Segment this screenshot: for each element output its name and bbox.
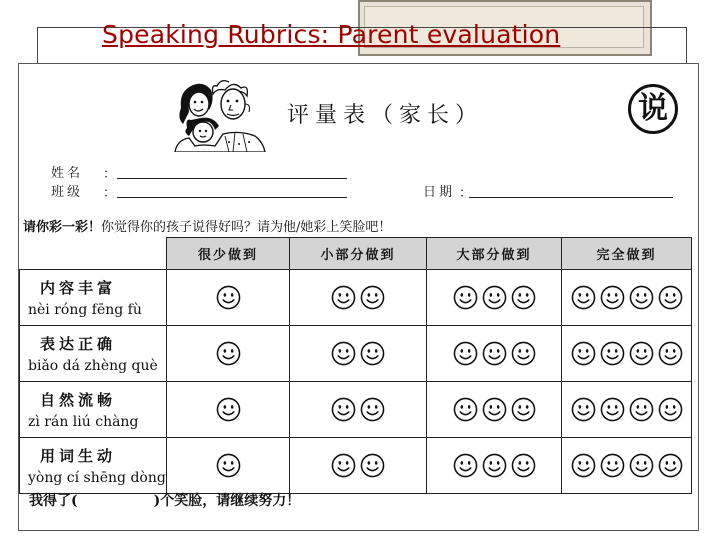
instruction-rest: 你觉得你的孩子说得好吗？请为他/她彩上笑脸吧！ bbox=[101, 220, 392, 235]
table-row bbox=[20, 438, 692, 494]
column-header: 大部分做到 bbox=[427, 238, 562, 270]
rating-cell[interactable] bbox=[427, 270, 562, 326]
column-header: 完全做到 bbox=[562, 238, 692, 270]
rubric-header-row bbox=[20, 238, 692, 270]
criterion-pinyin: yòng cí shēng dòng bbox=[28, 470, 166, 486]
smiley-face-icon[interactable] bbox=[453, 285, 478, 310]
rubric-table bbox=[19, 237, 692, 494]
rating-cell[interactable] bbox=[427, 438, 562, 494]
smiley-face-icon[interactable] bbox=[482, 453, 507, 478]
smiley-face-icon[interactable] bbox=[571, 453, 596, 478]
smiley-face-icon[interactable] bbox=[658, 453, 683, 478]
criterion-pinyin: biǎo dá zhèng què bbox=[28, 358, 158, 374]
smiley-face-icon[interactable] bbox=[216, 341, 241, 366]
table-row bbox=[20, 270, 692, 326]
smiley-face-icon[interactable] bbox=[658, 285, 683, 310]
instruction-text bbox=[23, 216, 391, 235]
rating-cell[interactable] bbox=[562, 382, 692, 438]
smiley-face-icon[interactable] bbox=[453, 397, 478, 422]
rating-cell[interactable] bbox=[427, 382, 562, 438]
table-row bbox=[20, 326, 692, 382]
smiley-face-icon[interactable] bbox=[511, 341, 536, 366]
smiley-face-icon[interactable] bbox=[511, 397, 536, 422]
name-colon: ： bbox=[103, 167, 117, 182]
smiley-face-icon[interactable] bbox=[600, 453, 625, 478]
form-title: 评量表（家长） bbox=[287, 103, 484, 128]
smiley-face-icon[interactable] bbox=[216, 397, 241, 422]
speaking-badge-icon: 说 bbox=[628, 84, 678, 134]
date-label: 日期 bbox=[423, 185, 456, 200]
criterion-name: 用词生动 bbox=[40, 447, 117, 465]
smiley-face-icon[interactable] bbox=[600, 285, 625, 310]
rating-cell[interactable] bbox=[167, 382, 290, 438]
footer-after: )个笑脸，请继续努力！ bbox=[153, 493, 301, 509]
table-row bbox=[20, 382, 692, 438]
smiley-face-icon[interactable] bbox=[658, 341, 683, 366]
criterion-cell bbox=[20, 270, 167, 326]
rating-cell[interactable] bbox=[290, 326, 427, 382]
smiley-face-icon[interactable] bbox=[331, 341, 356, 366]
name-label: 姓名 bbox=[51, 166, 84, 181]
smiley-face-icon[interactable] bbox=[482, 397, 507, 422]
rating-cell[interactable] bbox=[167, 438, 290, 494]
rating-cell[interactable] bbox=[427, 326, 562, 382]
smiley-face-icon[interactable] bbox=[216, 453, 241, 478]
criterion-pinyin: zì rán liú chàng bbox=[28, 414, 139, 430]
rating-cell[interactable] bbox=[562, 438, 692, 494]
rating-cell[interactable] bbox=[290, 438, 427, 494]
name-field[interactable] bbox=[117, 178, 347, 179]
smiley-face-icon[interactable] bbox=[482, 341, 507, 366]
footer-text bbox=[29, 490, 300, 510]
smiley-face-icon[interactable] bbox=[629, 341, 654, 366]
smiley-face-icon[interactable] bbox=[571, 397, 596, 422]
rating-cell[interactable] bbox=[290, 382, 427, 438]
smiley-face-icon[interactable] bbox=[629, 453, 654, 478]
smiley-face-icon[interactable] bbox=[629, 285, 654, 310]
corner-cell bbox=[20, 238, 167, 270]
criterion-cell bbox=[20, 326, 167, 382]
smiley-face-icon[interactable] bbox=[571, 341, 596, 366]
smiley-face-icon[interactable] bbox=[331, 285, 356, 310]
class-field[interactable] bbox=[117, 197, 347, 198]
slide-title: Speaking Rubrics: Parent evaluation bbox=[102, 20, 561, 49]
family-faces-illustration bbox=[169, 74, 269, 152]
smiley-face-icon[interactable] bbox=[360, 453, 385, 478]
class-label: 班级 bbox=[51, 185, 84, 200]
smiley-face-icon[interactable] bbox=[360, 397, 385, 422]
criterion-name: 表达正确 bbox=[40, 335, 117, 353]
smiley-face-icon[interactable] bbox=[482, 285, 507, 310]
rating-cell[interactable] bbox=[562, 270, 692, 326]
rating-cell[interactable] bbox=[290, 270, 427, 326]
rating-cell[interactable] bbox=[562, 326, 692, 382]
criterion-name: 自然流畅 bbox=[40, 391, 117, 409]
smiley-face-icon[interactable] bbox=[511, 285, 536, 310]
smiley-face-icon[interactable] bbox=[360, 341, 385, 366]
column-header: 很少做到 bbox=[167, 238, 290, 270]
smiley-face-icon[interactable] bbox=[600, 341, 625, 366]
column-header: 小部分做到 bbox=[290, 238, 427, 270]
smiley-face-icon[interactable] bbox=[629, 397, 654, 422]
smiley-face-icon[interactable] bbox=[360, 285, 385, 310]
smiley-face-icon[interactable] bbox=[331, 453, 356, 478]
smiley-face-icon[interactable] bbox=[600, 397, 625, 422]
smiley-face-icon[interactable] bbox=[453, 453, 478, 478]
smiley-face-icon[interactable] bbox=[658, 397, 683, 422]
criterion-name: 内容丰富 bbox=[40, 279, 117, 297]
rating-cell[interactable] bbox=[167, 326, 290, 382]
criterion-cell bbox=[20, 438, 167, 494]
smiley-face-icon[interactable] bbox=[331, 397, 356, 422]
criterion-pinyin: nèi róng fēng fù bbox=[28, 302, 142, 318]
footer-before: 我得了( bbox=[29, 493, 78, 509]
class-colon: ： bbox=[103, 186, 117, 201]
instruction-bold: 请你彩一彩！ bbox=[23, 220, 102, 235]
date-field[interactable] bbox=[469, 197, 673, 198]
rating-cell[interactable] bbox=[167, 270, 290, 326]
criterion-cell bbox=[20, 382, 167, 438]
smiley-face-icon[interactable] bbox=[511, 453, 536, 478]
smiley-face-icon[interactable] bbox=[453, 341, 478, 366]
smiley-face-icon[interactable] bbox=[216, 285, 241, 310]
date-colon: ： bbox=[459, 186, 473, 201]
smiley-face-icon[interactable] bbox=[571, 285, 596, 310]
evaluation-form bbox=[18, 63, 699, 531]
